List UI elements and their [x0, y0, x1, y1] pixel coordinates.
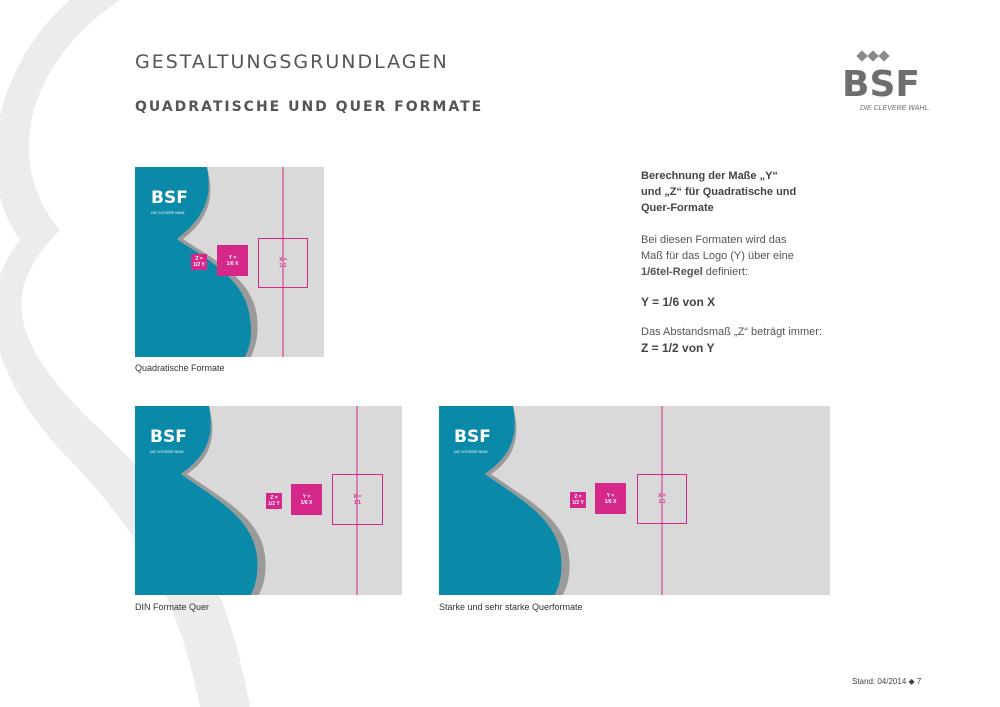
panel-logo-tagline: DIE CLEVERE WAHL.: [150, 450, 186, 454]
info-body-line2: Maß für das Logo (Y) über eine: [641, 250, 794, 262]
panel-din-format: [135, 406, 402, 595]
y-box: Y = 1/6 X: [291, 484, 322, 515]
info-heading-line2: und „Z“ für Quadratische und: [641, 186, 797, 198]
logo-tagline: DIE CLEVERE WAHL.: [860, 105, 931, 112]
x-box: X = 1/1: [637, 474, 687, 524]
panel-logo-text: BSF: [151, 188, 188, 208]
caption-strong: Starke und sehr starke Querformate: [439, 602, 583, 612]
x-box: X = 1/1: [332, 474, 383, 525]
panel-logo-tagline: DIE CLEVERE WAHL.: [454, 450, 490, 454]
panel-square-format: [135, 167, 324, 357]
caption-square: Quadratische Formate: [135, 363, 225, 373]
panel-logo-tagline: DIE CLEVERE WAHL.: [151, 211, 187, 215]
panel-logo-text: BSF: [454, 427, 491, 447]
y-box: Y = 1/6 X: [595, 483, 626, 514]
caption-din: DIN Formate Quer: [135, 602, 210, 612]
info-heading-line1: Berechnung der Maße „Y“: [641, 170, 778, 182]
info-body-line1: Bei diesen Formaten wird das: [641, 234, 787, 246]
z-box: Z = 1/2 Y: [191, 254, 207, 270]
logo-text: BSF: [842, 64, 920, 105]
bsf-logo: [838, 46, 938, 118]
page-subtitle: QUADRATISCHE UND QUER FORMATE: [135, 99, 484, 115]
footer-status: Stand: 04/2014 ◆ 7: [852, 677, 922, 686]
z-box: Z = 1/2 Y: [266, 493, 282, 509]
formula-y: Y = 1/6 von X: [641, 295, 716, 309]
y-box: Y = 1/6 X: [217, 245, 248, 276]
panel-strong-format: [439, 406, 830, 595]
info-z-text: Das Abstandsmaß „Z“ beträgt immer:: [641, 326, 822, 338]
z-box: Z = 1/2 Y: [570, 492, 586, 508]
info-body-line3: [641, 264, 871, 280]
page-title: GESTALTUNGSGRUNDLAGEN: [135, 51, 449, 73]
info-heading-line3: Quer-Formate: [641, 202, 714, 214]
info-rule: 1/6tel-Regel: [641, 266, 703, 278]
formula-z: Z = 1/2 von Y: [641, 341, 715, 355]
panel-logo-text: BSF: [150, 427, 187, 447]
info-body-line3-rest: definiert:: [702, 266, 748, 278]
panel-strong-graphic: [439, 406, 830, 595]
x-box: X = 1/1: [258, 238, 308, 288]
info-block: [641, 168, 871, 356]
logo-graphic: [838, 46, 938, 118]
